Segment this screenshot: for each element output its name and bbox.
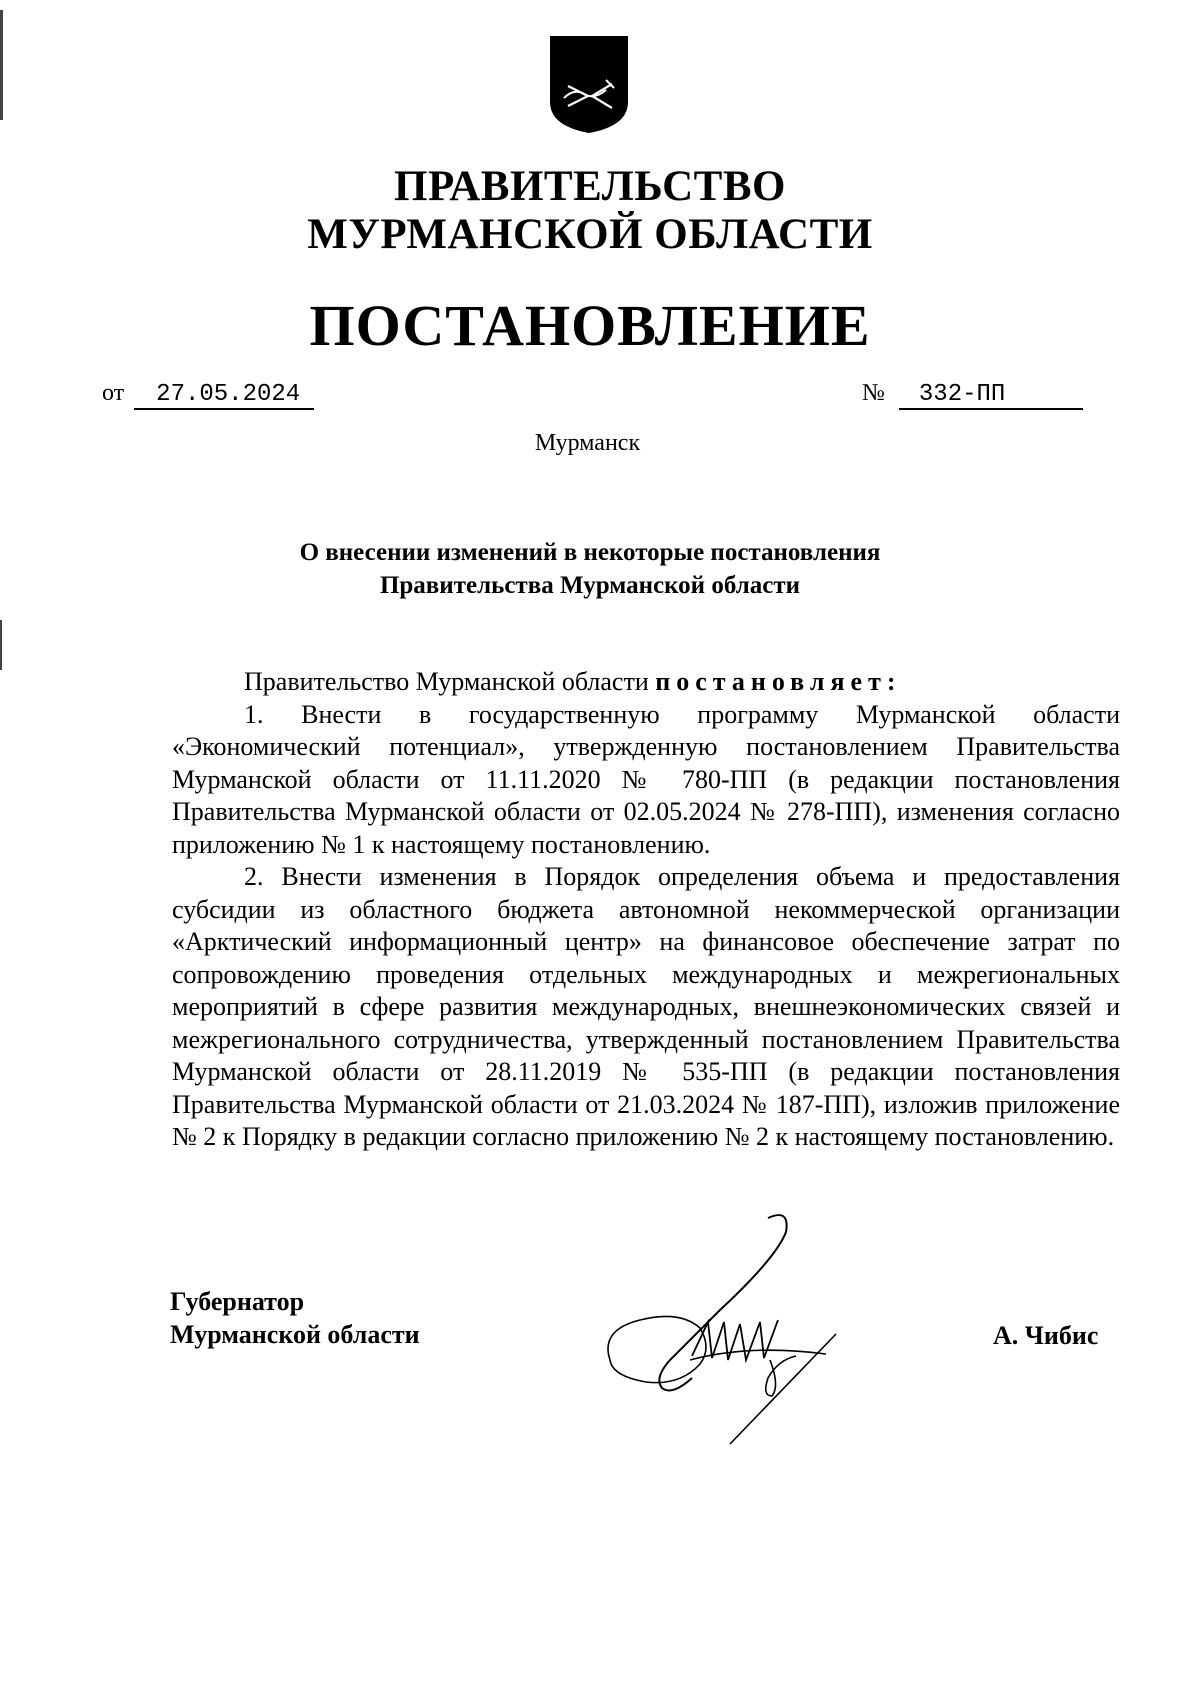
- coat-of-arms-icon: [548, 34, 630, 134]
- document-subject: [0, 536, 1180, 602]
- intro-paragraph: [172, 666, 1120, 699]
- signatory-name: А. Чибис: [993, 1321, 1099, 1350]
- item-1-paragraph: 1. Внести в государственную программу Мурманской области «Экономический потенциал», утвержденную постановлением Правительства Мурманской области от 11.11.2020 № 780-ПП (в редакции постановления Правительства Мурманской области от 02.05.2024 № 278-ПП), изменения согласно приложению № 1 к настоящему постановлению.: [172, 699, 1120, 859]
- signatory-title: [170, 1285, 420, 1351]
- signatory-title-line2: Мурманской области: [170, 1320, 420, 1349]
- signatory-title-line1: Губернатор: [170, 1287, 305, 1316]
- scan-edge-mark: [0, 10, 3, 120]
- subject-line2: Правительства Мурманской области: [379, 572, 801, 599]
- date-value: 27.05.2024: [134, 381, 314, 410]
- document-date: [102, 380, 314, 410]
- organization-name-line2: МУРМАНСКОЙ ОБЛАСТИ: [307, 211, 873, 258]
- handwritten-signature: [600, 1210, 900, 1460]
- number-prefix: №: [862, 380, 885, 406]
- document-type-title: ПОСТАНОВЛЕНИЕ: [309, 293, 871, 358]
- document-number: [862, 380, 1083, 410]
- organization-name-line1: ПРАВИТЕЛЬСТВО: [394, 163, 786, 210]
- subject-line1: О внесении изменений в некоторые постановления: [299, 539, 881, 566]
- document-body: [172, 666, 1120, 1154]
- intro-text: Правительство Мурманской области: [244, 667, 656, 696]
- number-value: 332-ПП: [899, 381, 1083, 410]
- scan-edge-mark: [0, 620, 2, 670]
- item-2-paragraph: 2. Внести изменения в Порядок определения объема и предоставления субсидии из областного бюджета автономной некоммерческой организации «Арктический информационный центр» на финансовое обеспечение затрат по сопровождению проведения отдельных международных и межрегиональных мероприятий в сфере развития международных, внешнеэкономических связей и межрегионального сотрудничества, утвержденный постановлением Правительства Мурманской области от 28.11.2019 № 535-ПП (в редакции постановления Правительства Мурманской области от 21.03.2024 № 187-ПП), изложив приложение № 2 к Порядку в редакции согласно приложению № 2 к настоящему постановлению.: [172, 862, 1120, 1151]
- date-prefix: от: [102, 380, 125, 406]
- city-name: Мурманск: [534, 430, 641, 456]
- intro-resolves: постановляет:: [655, 667, 902, 696]
